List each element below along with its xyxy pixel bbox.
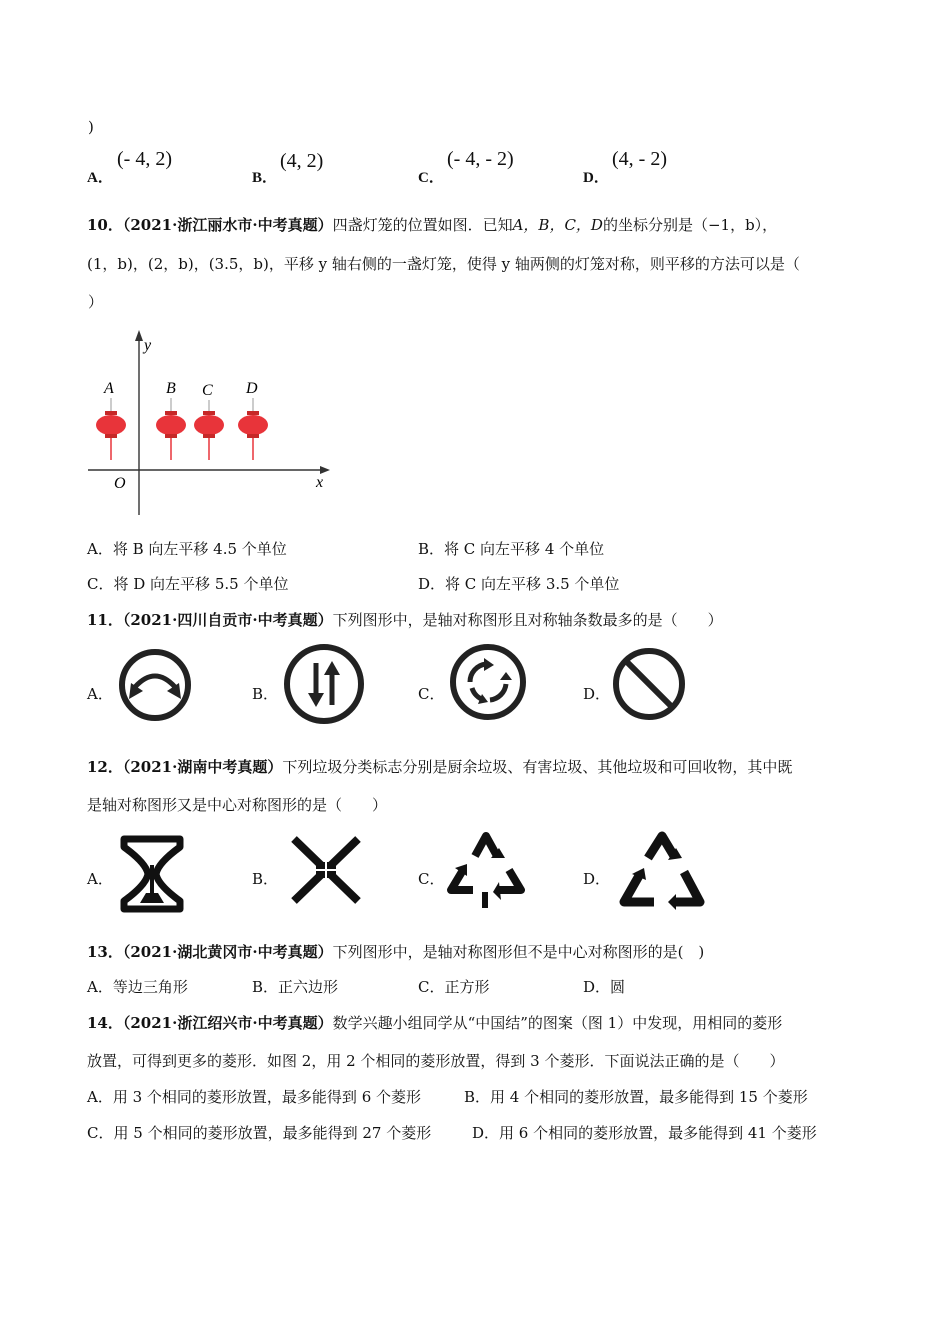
q14-option-a[interactable]	[87, 1086, 421, 1107]
q11-source: （2021·四川自贡市·中考真题）	[122, 611, 333, 629]
q13-option-b-text: 正六边形	[278, 978, 339, 996]
y-axis-arrow	[135, 330, 143, 341]
q10-option-c-label: C．	[87, 575, 114, 593]
q13-option-b[interactable]	[252, 976, 338, 997]
q14-source: （2021·浙江绍兴市·中考真题）	[122, 1014, 333, 1032]
q10-option-b[interactable]	[418, 538, 604, 559]
lantern-b	[156, 398, 186, 460]
q11-option-c-label[interactable]: C．	[418, 685, 445, 703]
q10-option-b-text: 将 C 向左平移 4 个单位	[444, 540, 605, 558]
q13-option-a[interactable]	[87, 976, 188, 997]
lantern-a	[96, 398, 126, 460]
q14-line1	[87, 1012, 782, 1033]
q9-option-b-label[interactable]: B．	[252, 170, 278, 186]
x-axis-label: x	[316, 474, 324, 491]
q9-option-a-value: (- 4, 2)	[117, 148, 172, 170]
q11-line1	[87, 609, 723, 630]
q14-option-b-text: 用 4 个相同的菱形放置，最多能得到 15 个菱形	[490, 1088, 808, 1106]
q14-option-a-label: A．	[87, 1088, 113, 1106]
q10-line3: ）	[88, 293, 104, 311]
lantern-coordinate-figure	[80, 325, 340, 520]
q10-option-d-text: 将 C 向左平移 3.5 个单位	[445, 575, 620, 593]
q11-option-d-label[interactable]: D．	[583, 685, 611, 703]
q14-option-b[interactable]	[464, 1086, 808, 1107]
q11-option-a-label[interactable]: A．	[87, 685, 113, 703]
up-down-arrows-sign-icon	[283, 643, 365, 725]
q12-number: 12．	[87, 758, 123, 776]
q13-option-c[interactable]	[418, 976, 490, 997]
q10-option-a-label: A．	[87, 540, 113, 558]
q14-option-c[interactable]	[87, 1122, 431, 1143]
q10-source: （2021·浙江丽水市·中考真题）	[122, 216, 333, 234]
q14-option-a-text: 用 3 个相同的菱形放置，最多能得到 6 个菱形	[112, 1088, 422, 1106]
lantern-d	[238, 398, 268, 460]
q13-option-d[interactable]	[583, 976, 625, 997]
q10-option-c[interactable]	[87, 573, 288, 594]
two-diagonal-arrows-sign-icon	[117, 647, 193, 723]
no-entry-slash-sign-icon	[611, 646, 687, 722]
q13-text: 下列图形中，是轴对称图形但不是中心对称图形的是( )	[332, 943, 705, 961]
q12-line1	[87, 756, 792, 777]
q11-option-b-label[interactable]: B．	[252, 685, 279, 703]
q9-option-d-label[interactable]: D．	[583, 170, 609, 186]
q13-option-a-text: 等边三角形	[112, 978, 188, 996]
q13-option-d-label: D．	[583, 978, 611, 996]
lantern-label-b: B	[166, 380, 176, 397]
q12-source: （2021·湖南中考真题）	[122, 758, 283, 776]
q10-option-a-text: 将 B 向左平移 4.5 个单位	[112, 540, 287, 558]
q13-line1	[87, 941, 704, 962]
q9-option-c-value: (- 4, - 2)	[447, 148, 514, 170]
q10-points: A，B，C，D	[512, 216, 603, 234]
q14-option-b-label: B．	[464, 1088, 491, 1106]
q13-option-a-label: A．	[87, 978, 113, 996]
recycle-arrows-icon	[445, 826, 527, 912]
q12-option-d-label[interactable]: D．	[583, 870, 611, 888]
lantern-label-c: C	[202, 382, 213, 399]
q14-option-c-label: C．	[87, 1124, 114, 1142]
lantern-c	[194, 400, 224, 460]
x-axis-arrow	[320, 466, 330, 474]
q13-number: 13．	[87, 943, 123, 961]
q14-option-d-text: 用 6 个相同的菱形放置，最多能得到 41 个菱形	[499, 1124, 817, 1142]
q10-option-c-text: 将 D 向左平移 5.5 个单位	[113, 575, 289, 593]
hourglass-icon	[118, 835, 186, 913]
lantern-label-d: D	[246, 380, 258, 397]
q12-option-a-label[interactable]: A．	[87, 870, 113, 888]
q13-source: （2021·湖北黄冈市·中考真题）	[122, 943, 333, 961]
q10-number: 10．	[87, 216, 123, 234]
lantern-label-a: A	[104, 380, 114, 397]
q11-number: 11．	[87, 611, 123, 629]
q9-option-d-value: (4, - 2)	[612, 148, 667, 170]
q10-text-end: 的坐标分别是（−1，b），	[602, 216, 778, 234]
q10-option-a[interactable]	[87, 538, 287, 559]
roundabout-sign-icon	[448, 642, 528, 722]
q9-tail: )	[88, 118, 94, 136]
q10-option-b-label: B．	[418, 540, 445, 558]
q14-option-d[interactable]	[472, 1122, 817, 1143]
q10-text: 四盏灯笼的位置如图．已知	[332, 216, 513, 234]
q13-option-d-text: 圆	[610, 978, 626, 996]
q13-option-c-text: 正方形	[444, 978, 490, 996]
q11-text: 下列图形中，是轴对称图形且对称轴条数最多的是（ ）	[332, 611, 723, 629]
q12-text: 下列垃圾分类标志分别是厨余垃圾、有害垃圾、其他垃圾和可回收物，其中既	[282, 758, 793, 776]
q10-line2: (1，b)，(2，b)，(3.5，b)，平移 y 轴右侧的一盏灯笼，使得 y 轴两侧的灯笼对称，则平移的方法可以是（	[87, 255, 800, 273]
q13-option-b-label: B．	[252, 978, 279, 996]
q14-number: 14．	[87, 1014, 123, 1032]
q14-line2: 放置，可得到更多的菱形．如图 2，用 2 个相同的菱形放置，得到 3 个菱形．下面说法正确的是（ ）	[87, 1052, 785, 1070]
q9-option-c-label[interactable]: C．	[418, 170, 444, 186]
recycle-triangle-icon	[618, 830, 706, 912]
q9-option-a-label[interactable]: A．	[87, 170, 113, 186]
q13-option-c-label: C．	[418, 978, 445, 996]
q9-option-b-value: (4, 2)	[280, 150, 324, 172]
origin-label: O	[114, 475, 126, 492]
q12-option-c-label[interactable]: C．	[418, 870, 445, 888]
q14-option-d-label: D．	[472, 1124, 500, 1142]
q14-text: 数学兴趣小组同学从“中国结”的图案（图 1）中发现，用相同的菱形	[332, 1014, 783, 1032]
y-axis-label: y	[144, 337, 152, 354]
q10-option-d-label: D．	[418, 575, 446, 593]
cross-arrows-icon	[288, 835, 364, 905]
q12-option-b-label[interactable]: B．	[252, 870, 279, 888]
q14-option-c-text: 用 5 个相同的菱形放置，最多能得到 27 个菱形	[113, 1124, 432, 1142]
q12-line2: 是轴对称图形又是中心对称图形的是（ ）	[87, 796, 388, 814]
q10-option-d[interactable]	[418, 573, 619, 594]
q10-line1	[87, 214, 777, 235]
